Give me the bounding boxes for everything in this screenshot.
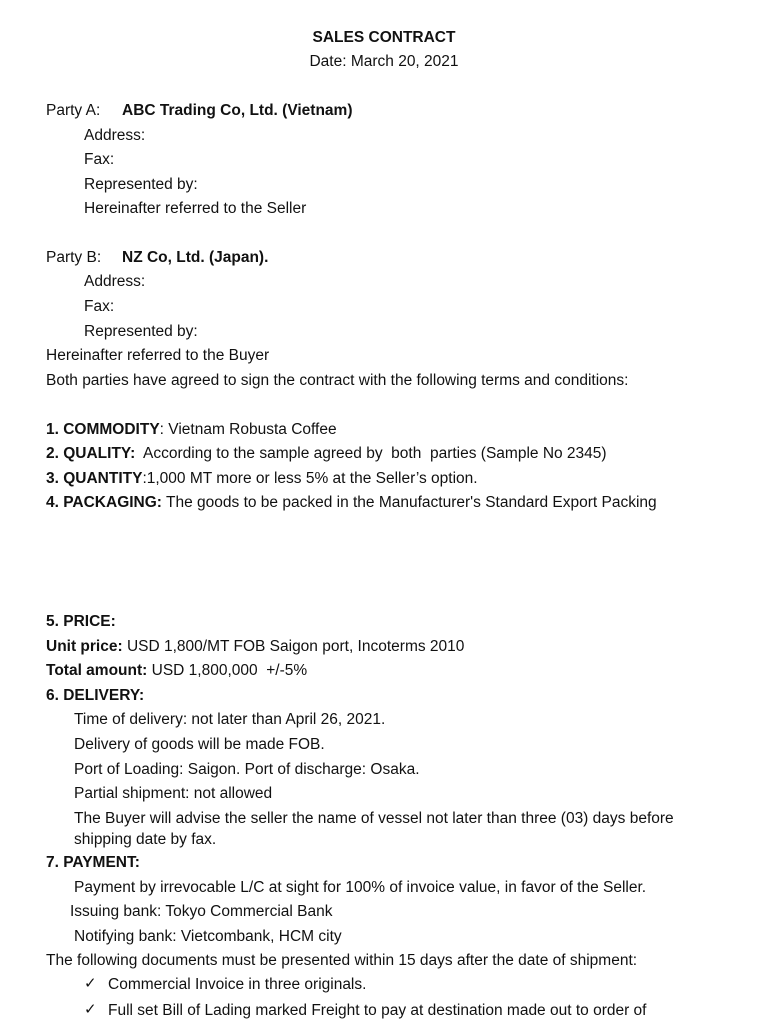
quality-head: 2. QUALITY: (46, 445, 136, 462)
party-b-represented: Represented by: (84, 323, 198, 340)
total-amount-line (46, 662, 307, 680)
unit-price-text: USD 1,800/MT FOB Saigon port, Incoterms 2010 (122, 638, 465, 655)
party-b-fax: Fax: (84, 298, 115, 315)
agreement-text: Both parties have agreed to sign the contract with the following terms and conditions: (46, 372, 629, 389)
party-a-represented: Represented by: (84, 176, 198, 193)
total-amount-text: USD 1,800,000 +/-5% (147, 662, 308, 679)
section-commodity (46, 421, 337, 439)
party-a-address: Address: (84, 127, 146, 144)
documents-intro: The following documents must be presented within 15 days after the date of shipment: (46, 952, 638, 969)
payment-line: Payment by irrevocable L/C at sight for 100% of invoice value, in favor of the Seller. (74, 879, 647, 896)
delivery-line: Time of delivery: not later than April 26, 2021. (74, 711, 386, 728)
commodity-text: : Vietnam Robusta Coffee (159, 421, 337, 438)
payment-head: 7. PAYMENT: (46, 854, 140, 871)
total-amount-label: Total amount: (46, 662, 148, 679)
unit-price-line (46, 638, 464, 656)
document-item: Full set Bill of Lading marked Freight to pay at destination made out to order of (108, 1002, 647, 1019)
section-quality (46, 445, 607, 463)
delivery-line: Port of Loading: Saigon. Port of discharge: Osaka. (74, 761, 420, 778)
delivery-line: Delivery of goods will be made FOB. (74, 736, 325, 753)
unit-price-label: Unit price: (46, 638, 123, 655)
checkmark-icon: ✓ (84, 975, 97, 992)
quantity-head: 3. QUANTITY (46, 470, 143, 487)
delivery-line: The Buyer will advise the seller the name of vessel not later than three (03) days before shipping date by fax. (74, 810, 674, 848)
price-head: 5. PRICE: (46, 613, 116, 630)
delivery-line: Partial shipment: not allowed (74, 785, 273, 802)
delivery-head: 6. DELIVERY: (46, 687, 145, 704)
packaging-head: 4. PACKAGING: (46, 494, 162, 511)
party-a-fax: Fax: (84, 151, 115, 168)
section-quantity (46, 470, 478, 488)
party-a-line (46, 102, 353, 120)
party-b-address: Address: (84, 273, 146, 290)
notifying-bank: Notifying bank: Vietcombank, HCM city (74, 928, 342, 945)
commodity-head: 1. COMMODITY (46, 421, 160, 438)
contract-date: Date: March 20, 2021 (309, 53, 459, 70)
issuing-bank: Issuing bank: Tokyo Commercial Bank (70, 903, 333, 920)
party-a-label: Party A: (46, 102, 101, 119)
party-b-line (46, 249, 268, 267)
party-b-label: Party B: (46, 249, 102, 266)
section-packaging (46, 494, 657, 512)
party-b-name: NZ Co, Ltd. (Japan). (122, 249, 269, 266)
checkmark-icon: ✓ (84, 1001, 97, 1018)
party-b-referred: Hereinafter referred to the Buyer (46, 347, 270, 364)
quality-text: According to the sample agreed by both parties (Sample No 2345) (135, 445, 607, 462)
quantity-text: :1,000 MT more or less 5% at the Seller’s option. (142, 470, 478, 487)
party-a-name: ABC Trading Co, Ltd. (Vietnam) (122, 102, 353, 119)
party-a-referred: Hereinafter referred to the Seller (84, 200, 307, 217)
contract-title: SALES CONTRACT (312, 29, 456, 46)
packaging-text: The goods to be packed in the Manufacturer's Standard Export Packing (161, 494, 657, 511)
document-item: Commercial Invoice in three originals. (108, 976, 367, 993)
